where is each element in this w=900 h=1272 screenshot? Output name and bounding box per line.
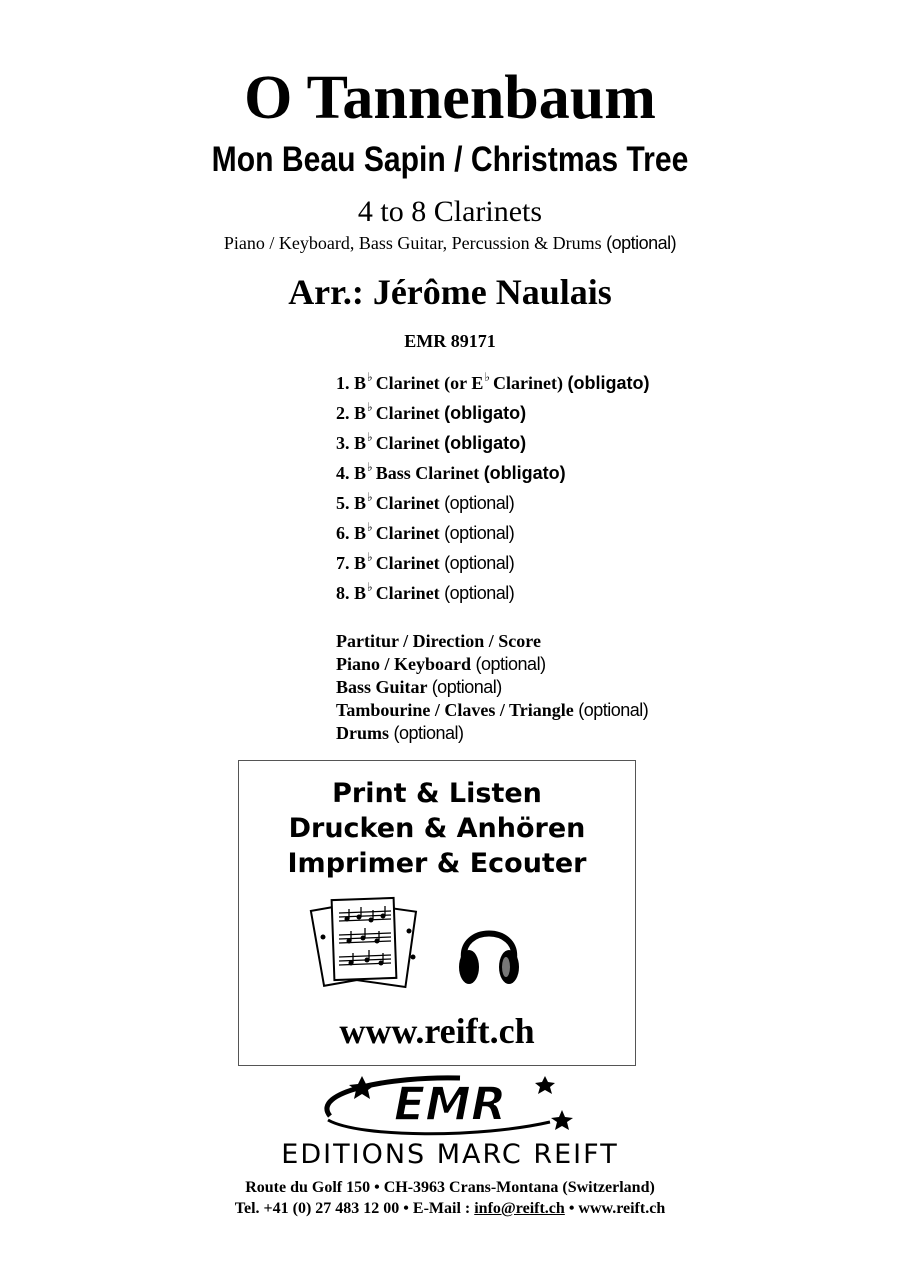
- part-number: 7. B: [336, 553, 367, 573]
- part-name: Clarinet: [375, 403, 440, 423]
- extra-label: Drums: [336, 723, 389, 743]
- contact-phone: Tel. +41 (0) 27 483 12 00 • E-Mail :: [234, 1200, 471, 1217]
- page-title: O Tannenbaum: [244, 64, 656, 132]
- flat-symbol: ♭: [367, 400, 373, 414]
- part-name: Clarinet: [375, 583, 440, 603]
- part-name: Bass Clarinet: [375, 463, 480, 483]
- part-name: Clarinet: [375, 523, 440, 543]
- flat-symbol: ♭: [367, 580, 373, 594]
- part-number: 2. B: [336, 403, 367, 423]
- extra-item: [336, 630, 648, 653]
- extras-list: [336, 630, 648, 745]
- sheet-music-icon: [309, 891, 439, 991]
- part-tag: (obligato): [483, 463, 566, 483]
- contact-website[interactable]: • www.reift.ch: [568, 1200, 666, 1217]
- flat-symbol: ♭: [367, 430, 373, 444]
- part-item: [336, 428, 649, 458]
- accompaniment: [0, 232, 900, 254]
- catalog-number: EMR 89171: [404, 331, 496, 351]
- part-tag: (optional): [444, 583, 515, 603]
- parts-list: [336, 368, 649, 608]
- part-number: 4. B: [336, 463, 367, 483]
- extra-tag: (optional): [393, 723, 464, 743]
- flat-symbol: ♭: [367, 370, 373, 384]
- part-number: 3. B: [336, 433, 367, 453]
- promo-line-3: Imprimer & Ecouter: [287, 848, 587, 879]
- accompaniment-tag: (optional): [606, 233, 677, 253]
- part-name: Clarinet (or E: [375, 373, 484, 393]
- accompaniment-text: Piano / Keyboard, Bass Guitar, Percussion & Drums: [223, 233, 602, 253]
- email-link[interactable]: info@reift.ch: [474, 1200, 565, 1217]
- extra-tag: (optional): [475, 654, 546, 674]
- promo-line-2: Drucken & Anhören: [288, 813, 586, 844]
- website-link[interactable]: www.reift.ch: [339, 1011, 535, 1051]
- part-number: 8. B: [336, 583, 367, 603]
- part-tag: (optional): [444, 523, 515, 543]
- instrumentation: 4 to 8 Clarinets: [357, 195, 543, 228]
- extra-tag: (optional): [431, 677, 502, 697]
- part-number: 5. B: [336, 493, 367, 513]
- extra-label: Bass Guitar: [336, 677, 428, 697]
- part-item: [336, 488, 649, 518]
- part-item: [336, 578, 649, 608]
- publisher-contact: [0, 1199, 900, 1219]
- extra-item: [336, 653, 648, 676]
- extra-label: Piano / Keyboard: [336, 654, 472, 674]
- arranger: Arr.: Jérôme Naulais: [288, 272, 612, 312]
- part-number: 6. B: [336, 523, 367, 543]
- publisher-address: Route du Golf 150 • CH-3963 Crans-Montana (Switzerland): [245, 1179, 655, 1196]
- headphones-icon: [454, 911, 524, 991]
- emr-logo: [300, 1072, 600, 1142]
- part-item: [336, 518, 649, 548]
- part-tag: (optional): [444, 553, 515, 573]
- print-listen-box: [238, 760, 636, 1066]
- flat-symbol: ♭: [367, 550, 373, 564]
- extra-label: Tambourine / Claves / Triangle: [336, 700, 574, 720]
- part-name: Clarinet: [375, 493, 440, 513]
- extra-tag: (optional): [578, 700, 649, 720]
- part-tag: (obligato): [567, 373, 650, 393]
- part-tag: (obligato): [444, 403, 527, 423]
- flat-symbol: ♭: [484, 370, 491, 384]
- promo-line-1: Print & Listen: [332, 778, 542, 809]
- flat-symbol: ♭: [367, 520, 373, 534]
- extra-label: Partitur / Direction / Score: [336, 631, 541, 651]
- extra-item: [336, 699, 648, 722]
- part-tag: (optional): [444, 493, 515, 513]
- part-item: [336, 368, 649, 398]
- part-name-cont: Clarinet): [493, 373, 563, 393]
- flat-symbol: ♭: [367, 460, 373, 474]
- part-tag: (obligato): [444, 433, 527, 453]
- subtitle: Mon Beau Sapin / Christmas Tree: [211, 140, 689, 179]
- part-name: Clarinet: [375, 433, 440, 453]
- flat-symbol: ♭: [367, 490, 373, 504]
- logo-text: EMR: [393, 1077, 507, 1131]
- extra-item: [336, 722, 648, 745]
- part-item: [336, 548, 649, 578]
- part-number: 1. B: [336, 373, 367, 393]
- part-name: Clarinet: [375, 553, 440, 573]
- part-item: [336, 398, 649, 428]
- extra-item: [336, 676, 648, 699]
- publisher-name: EDITIONS MARC REIFT: [281, 1139, 619, 1170]
- part-item: [336, 458, 649, 488]
